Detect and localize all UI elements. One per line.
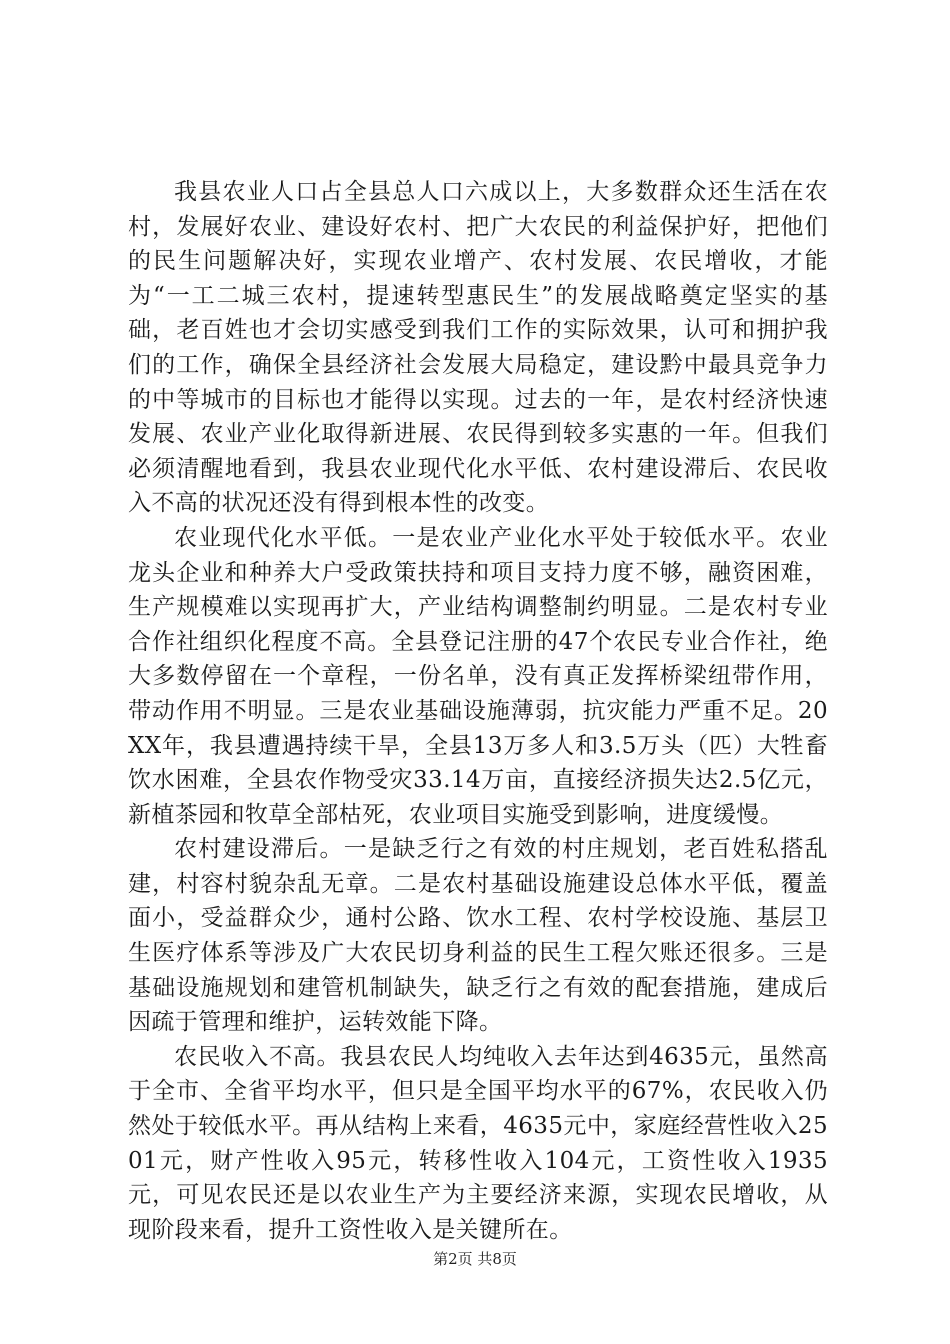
paragraph-agri-modernization: 农业现代化水平低。一是农业产业化水平处于较低水平。农业龙头企业和种养大户受政策扶持和项目支持力度不够，融资困难，生产规模难以实现再扩大，产业结构调整制约明显。二是农村专业合作社组织化程度不高。全县登记注册的47个农民专业合作社，绝大多数停留在一个章程，一份名单，没有真正发挥桥梁纽带作用，带动作用不明显。三是农业基础设施薄弱，抗灾能力严重不足。20XX年，我县遭遇持续干旱，全县13万多人和3.5万头（匹）大牲畜饮水困难，全县农作物受灾33.14万亩，直接经济损失达2.5亿元，新植茶园和牧草全部枯死，农业项目实施受到影响，进度缓慢。 bbox=[128, 524, 828, 828]
paragraph-farmer-income: 农民收入不高。我县农民人均纯收入去年达到4635元，虽然高于全市、全省平均水平，但只是全国平均水平的67%，农民收入仍然处于较低水平。再从结构上来看，4635元中，家庭经营性收入2501元，财产性收入95元，转移性收入104元，工资性收入1935元，可见农民还是以农业生产为主要经济来源，实现农民增收，从现阶段来看，提升工资性收入是关键所在。 bbox=[128, 1043, 828, 1243]
paragraph-rural-construction: 农村建设滞后。一是缺乏行之有效的村庄规划，老百姓私搭乱建，村容村貌杂乱无章。二是农村基础设施建设总体水平低，覆盖面小，受益群众少，通村公路、饮水工程、农村学校设施、基层卫生医疗体系等涉及广大农民切身利益的民生工程欠账还很多。三是基础设施规划和建管机制缺失，缺乏行之有效的配套措施，建成后因疏于管理和维护，运转效能下降。 bbox=[128, 836, 828, 1036]
document-body bbox=[128, 175, 828, 1247]
page-number-footer: 第2页 共8页 bbox=[433, 1250, 517, 1268]
paragraph-intro: 我县农业人口占全县总人口六成以上，大多数群众还生活在农村，发展好农业、建设好农村、把广大农民的利益保护好，把他们的民生问题解决好，实现农业增产、农村发展、农民增收，才能为“一工二城三农村，提速转型惠民生”的发展战略奠定坚实的基础，老百姓也才会切实感受到我们工作的实际效果，认可和拥护我们的工作，确保全县经济社会发展大局稳定，建设黔中最具竞争力的中等城市的目标也才能得以实现。过去的一年，是农村经济快速发展、农业产业化取得新进展、农民得到较多实惠的一年。但我们必须清醒地看到，我县农业现代化水平低、农村建设滞后、农民收入不高的状况还没有得到根本性的改变。 bbox=[128, 179, 828, 517]
